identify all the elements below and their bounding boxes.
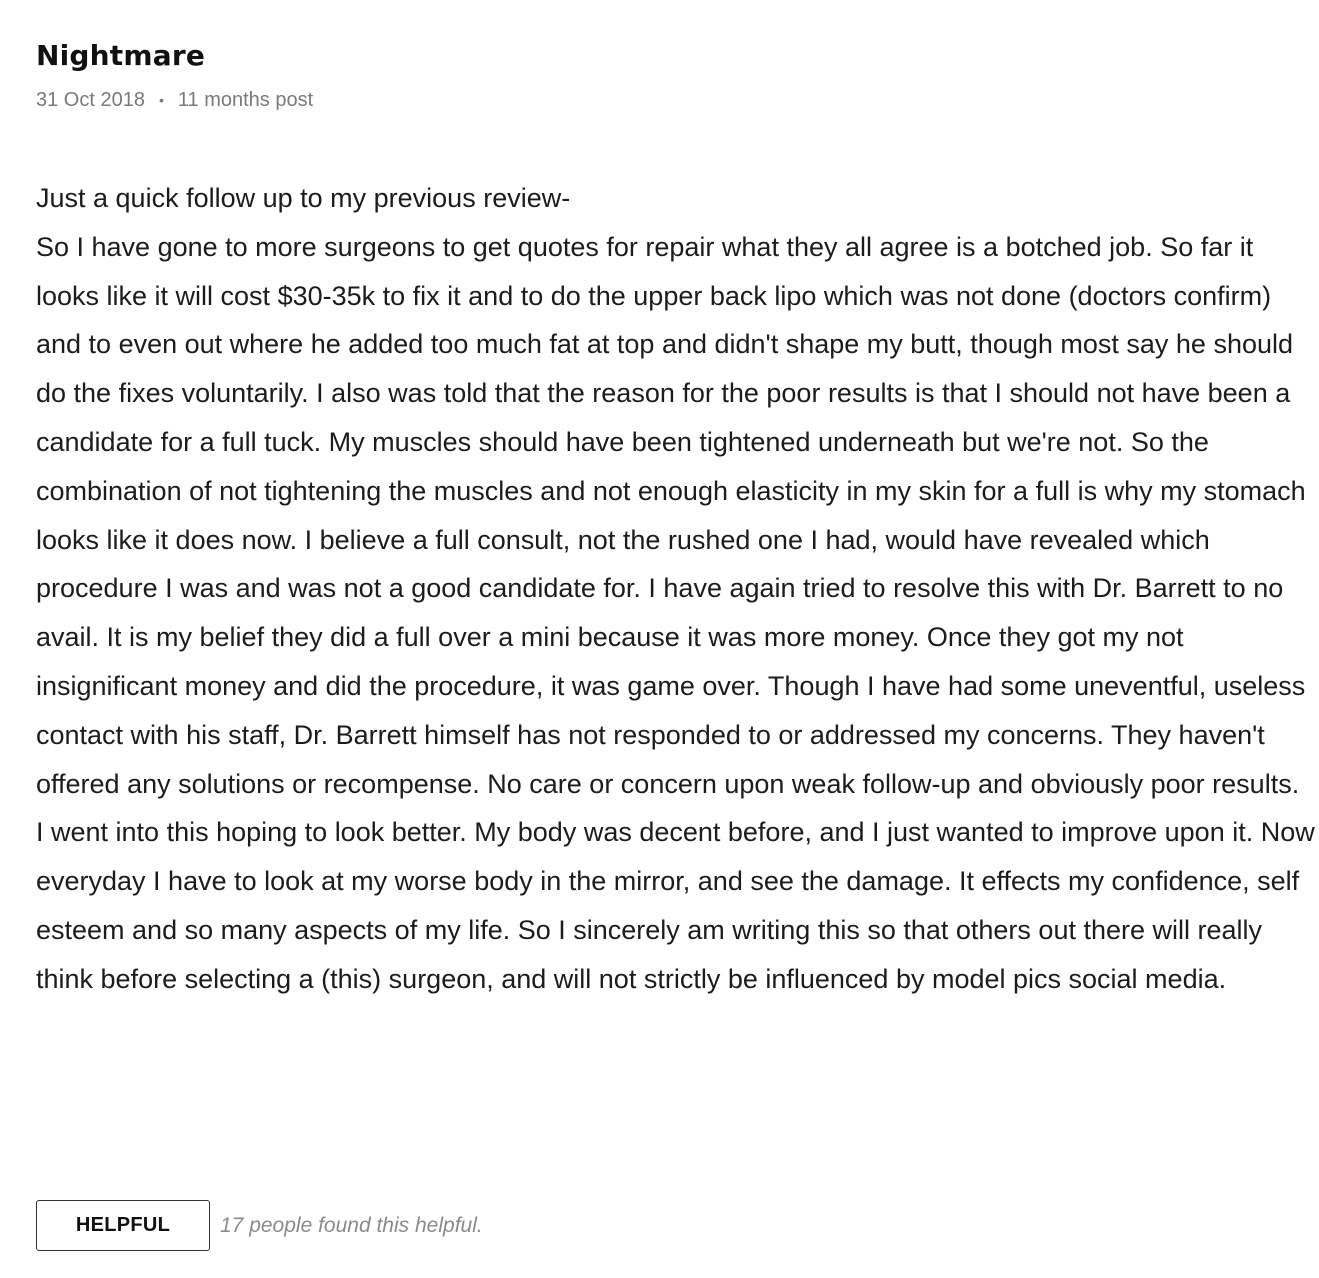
- review-post-timing: 11 months post: [177, 89, 314, 111]
- review-title: Nightmare: [36, 39, 206, 72]
- meta-separator: •: [158, 92, 164, 108]
- review-paragraph: Just a quick follow up to my previous review-: [36, 183, 571, 213]
- review-body: [36, 174, 1319, 1004]
- review-actions: [36, 1200, 483, 1251]
- helpful-button[interactable]: HELPFUL: [36, 1200, 210, 1251]
- helpful-count-text: 17 people found this helpful.: [220, 1213, 483, 1237]
- review-card: [36, 36, 1319, 1004]
- review-paragraph: So I have gone to more surgeons to get quotes for repair what they all agree is a botched job. So far it looks like it will cost $30-35k to fix it and to do the upper back lipo which was not done (doctors confirm) and to even out where he added too much fat at top and didn't shape my butt, though most say he should do the fixes voluntarily. I also was told that the reason for the poor results is that I should not have been a candidate for a full tuck. My muscles should have been tightened underneath but we're not. So the combination of not tightening the muscles and not enough elasticity in my skin for a full is why my stomach looks like it does now. I believe a full consult, not the rushed one I had, would have revealed which procedure I was and was not a good candidate for. I have again tried to resolve this with Dr. Barrett to no avail. It is my belief they did a full over a mini because it was more money. Once they got my not insignificant money and did the procedure, it was game over. Though I have had some uneventful, useless contact with his staff, Dr. Barrett himself has not responded to or addressed my concerns. They haven't offered any solutions or recompense. No care or concern upon weak follow-up and obviously poor results.: [36, 231, 1306, 799]
- review-meta: [36, 86, 1319, 114]
- review-paragraph: I went into this hoping to look better. My body was decent before, and I just wanted to improve upon it. Now everyday I have to look at my worse body in the mirror, and see the damage. It effects my confidence, self esteem and so many aspects of my life. So I sincerely am writing this so that others out there will really think before selecting a (this) surgeon, and will not strictly be influenced by model pics social media.: [36, 817, 1315, 994]
- review-date: 31 Oct 2018: [36, 89, 145, 111]
